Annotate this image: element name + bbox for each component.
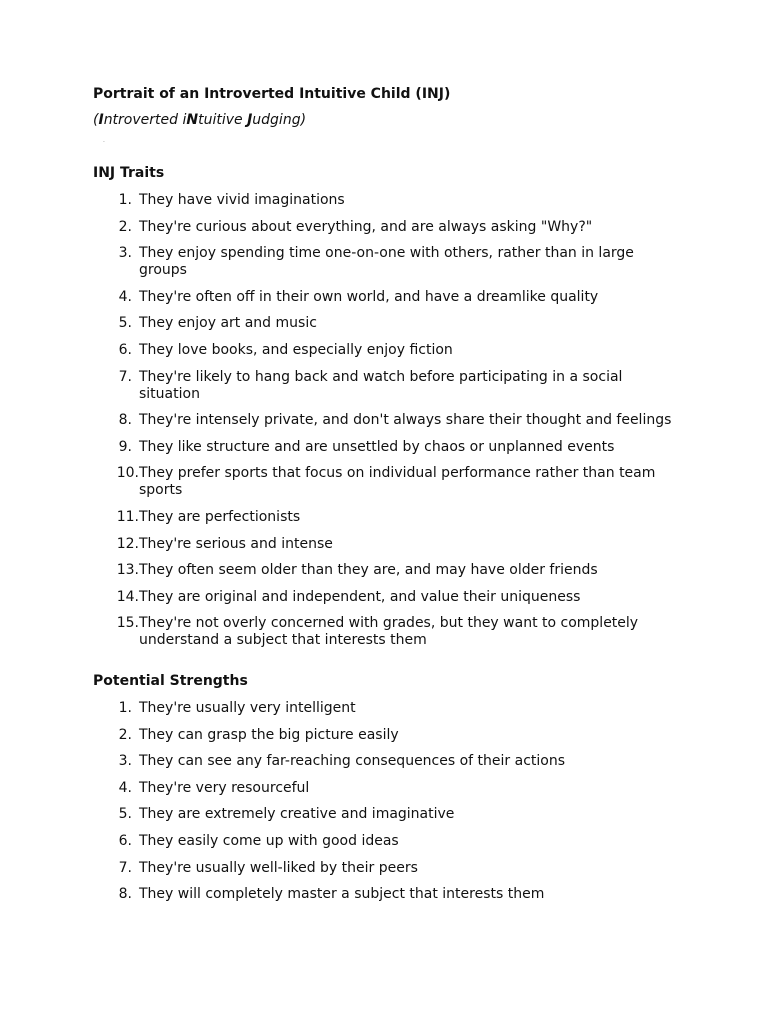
list-item-number: 1.: [118, 192, 132, 208]
subtitle-part: I: [98, 112, 104, 128]
list-item-text: They will completely master a subject that interests them: [139, 886, 545, 903]
list-item-text: They're likely to hang back and watch before participating in a social situation: [139, 368, 623, 402]
list-item: [0, 833, 768, 850]
subtitle-part: tuitive: [198, 112, 248, 128]
list-item-number: 4.: [118, 779, 132, 796]
list-item-text: They're curious about everything, and are always asking "Why?": [139, 218, 593, 235]
list-item-text: They're very resourceful: [139, 779, 310, 796]
list-item: [0, 509, 768, 526]
stray-mark: ·: [103, 139, 105, 146]
subtitle-part: ntroverted i: [103, 112, 187, 128]
list-item: [0, 369, 768, 403]
list-item-text: They're often off in their own world, and have a dreamlike quality: [139, 288, 599, 305]
list-item-text: They are extremely creative and imaginative: [139, 806, 455, 823]
list-item-text: They enjoy art and music: [139, 315, 317, 332]
subtitle-part: udging): [252, 112, 307, 128]
list-item-number: 2.: [118, 726, 132, 743]
list-item: [0, 219, 768, 236]
list-item-text: They're serious and intense: [139, 535, 333, 552]
list-item-number: 14.: [116, 588, 139, 605]
list-item: [0, 727, 768, 744]
list-item-number: 5.: [118, 315, 132, 332]
list-item: [0, 780, 768, 797]
list-item-number: 13.: [116, 562, 139, 579]
list-item-text: They prefer sports that focus on individual performance rather than team sports: [139, 465, 656, 499]
list-item-number: 11.: [116, 508, 139, 525]
list-item: [0, 315, 768, 332]
list-item: [0, 245, 768, 279]
list-item-text: They have vivid imaginations: [139, 192, 345, 208]
list-item-text: They enjoy spending time one-on-one with others, rather than in large groups: [139, 245, 634, 279]
list-item-text: They easily come up with good ideas: [139, 832, 399, 849]
section-heading-traits: INJ Traits: [93, 165, 165, 181]
list-item-text: They can grasp the big picture easily: [139, 726, 399, 743]
list-item-text: They often seem older than they are, and may have older friends: [139, 562, 598, 579]
list-item-number: 6.: [118, 832, 132, 849]
list-item: [0, 412, 768, 429]
list-item: [0, 342, 768, 359]
traits-list: [0, 192, 768, 659]
list-item-text: They are original and independent, and value their uniqueness: [139, 588, 581, 605]
list-item-number: 7.: [118, 368, 132, 385]
list-item-number: 1.: [118, 700, 132, 716]
list-item: [0, 753, 768, 770]
list-item-text: They love books, and especially enjoy fiction: [139, 341, 453, 358]
list-item: [0, 289, 768, 306]
list-item-number: 3.: [118, 245, 132, 262]
list-item-text: They are perfectionists: [139, 508, 301, 525]
list-item-text: They're usually well-liked by their peers: [139, 859, 418, 876]
list-item-text: They can see any far-reaching consequences of their actions: [139, 753, 566, 770]
list-item-text: They're not overly concerned with grades, but they want to completely understand a subject that interests them: [139, 615, 639, 649]
list-item: [0, 615, 768, 649]
document-title: Portrait of an Introverted Intuitive Child (INJ): [93, 86, 451, 102]
list-item-number: 12.: [116, 535, 139, 552]
list-item: [0, 589, 768, 606]
list-item-text: They're usually very intelligent: [139, 700, 356, 716]
list-item-number: 8.: [118, 886, 132, 903]
list-item: [0, 860, 768, 877]
list-item: [0, 439, 768, 456]
list-item-number: 9.: [118, 438, 132, 455]
list-item-number: 4.: [118, 288, 132, 305]
list-item-number: 6.: [118, 341, 132, 358]
list-item: [0, 465, 768, 499]
list-item-text: They're intensely private, and don't always share their thought and feelings: [139, 412, 672, 429]
list-item-number: 8.: [118, 412, 132, 429]
strengths-list: [0, 700, 768, 913]
list-item-number: 2.: [118, 218, 132, 235]
subtitle-part: N: [186, 112, 199, 128]
list-item: [0, 886, 768, 903]
document-subtitle: [93, 112, 306, 128]
list-item: [0, 700, 768, 717]
list-item-number: 5.: [118, 806, 132, 823]
list-item-number: 3.: [118, 753, 132, 770]
list-item: [0, 806, 768, 823]
list-item-number: 15.: [116, 615, 139, 632]
list-item: [0, 536, 768, 553]
subtitle-part: (: [93, 112, 99, 128]
section-heading-strengths: Potential Strengths: [93, 673, 248, 689]
list-item-number: 7.: [118, 859, 132, 876]
list-item: [0, 192, 768, 209]
subtitle-part: J: [247, 112, 253, 128]
list-item-number: 10.: [116, 465, 139, 482]
list-item: [0, 562, 768, 579]
list-item-text: They like structure and are unsettled by chaos or unplanned events: [139, 438, 615, 455]
